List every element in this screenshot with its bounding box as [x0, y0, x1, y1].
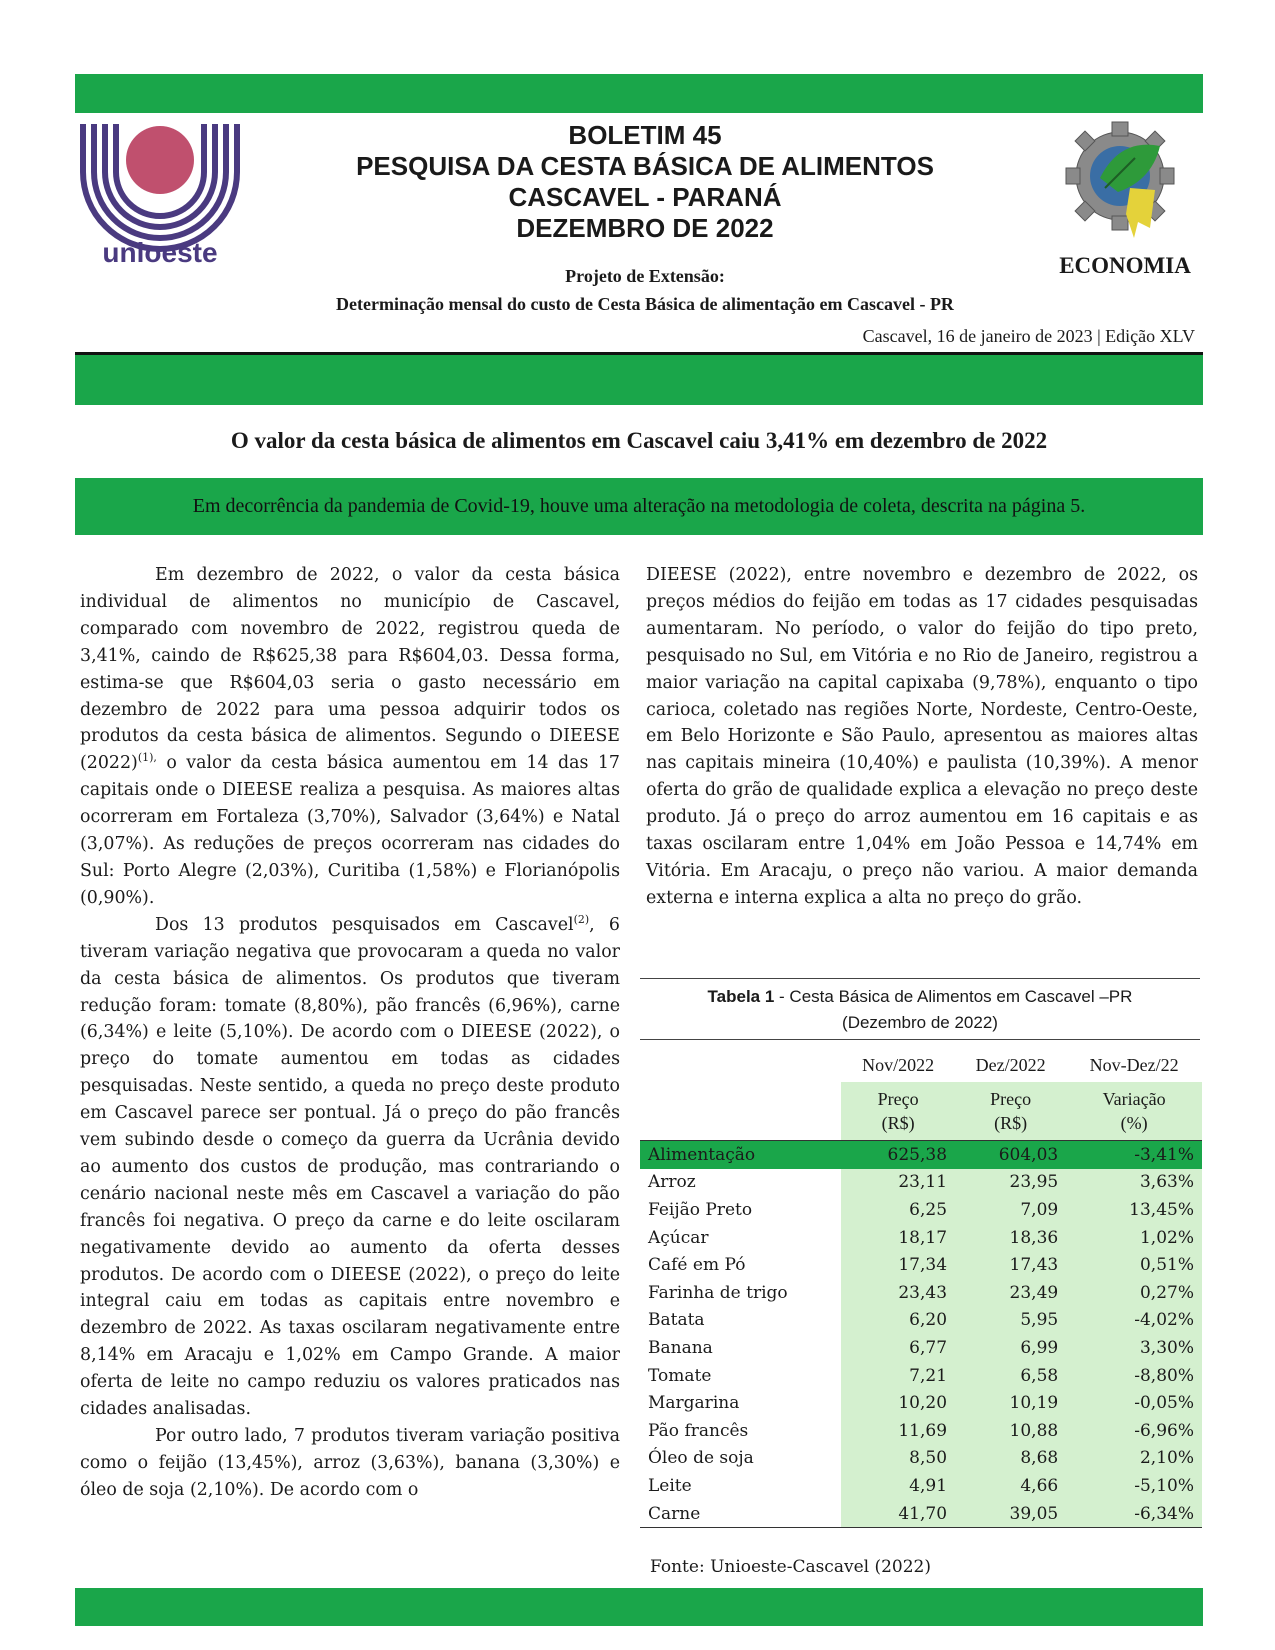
table-row: [640, 1196, 1202, 1224]
value-cell: 3,63%: [1066, 1169, 1202, 1197]
value-cell: 6,99: [955, 1334, 1066, 1362]
value-cell: 6,77: [841, 1334, 955, 1362]
table-caption-line-1: [640, 984, 1200, 1010]
value-cell: 18,36: [955, 1224, 1066, 1252]
table-row: [640, 1141, 1202, 1169]
product-name-cell: Açúcar: [648, 1227, 709, 1248]
dateline: Cascavel, 16 de janeiro de 2023 | Edição XLV: [862, 326, 1195, 346]
value-cell: 6,58: [955, 1362, 1066, 1390]
table-row: [640, 1389, 1202, 1417]
title-line-1: BOLETIM 45: [568, 120, 722, 150]
header-unit-dez: [955, 1082, 1066, 1141]
table-row: [640, 1334, 1202, 1362]
value-cell: 0,51%: [1066, 1251, 1202, 1279]
value-cell: -3,41%: [1066, 1141, 1202, 1169]
table-row: [640, 1224, 1202, 1252]
product-name-cell: Banana: [648, 1337, 713, 1358]
value-cell: 7,21: [841, 1362, 955, 1390]
unit-label: Preço: [990, 1089, 1032, 1109]
product-name-cell: Alimentação: [640, 1141, 841, 1169]
value-cell: 6,25: [841, 1196, 955, 1224]
table-caption-line-2: (Dezembro de 2022): [842, 1013, 998, 1032]
headline: O valor da cesta básica de alimentos em Cascavel caiu 3,41% em dezembro de 2022: [230, 428, 1048, 453]
table-source: Fonte: Unioeste-Cascavel (2022): [650, 1557, 931, 1577]
unit-symbol: (R$): [881, 1113, 915, 1133]
table-number: Tabela 1: [707, 987, 775, 1006]
value-cell: 11,69: [841, 1417, 955, 1445]
value-cell: -6,34%: [1066, 1500, 1202, 1528]
value-cell: 23,49: [955, 1279, 1066, 1307]
header-unit-nov: [841, 1082, 955, 1141]
header-green-bar: [75, 352, 1203, 405]
header-blank-2: [640, 1082, 841, 1141]
table-row: [640, 1417, 1202, 1445]
economia-gear-logo: [1060, 118, 1185, 248]
header-period-var: Nov-Dez/22: [1089, 1054, 1179, 1075]
table-caption: [640, 984, 1200, 1036]
product-name-cell: Arroz: [648, 1172, 696, 1193]
value-cell: -8,80%: [1066, 1362, 1202, 1390]
value-cell: 39,05: [955, 1500, 1066, 1528]
product-name-cell: Leite: [648, 1475, 692, 1496]
p2-text-b: , 6 tiveram variação negativa que provocaram a queda no valor da cesta básica de alimentos. Os produtos que tiveram redução foram: tomate (8,80%), pão francês (6,96%), carne (6,34%) e leite (5,10%). De acordo com o DIEESE (2022), o preço do tomate aumentou em todas as cidades pesquisadas. Neste sentido, a queda no preço deste produto em Cascavel parece ser pontual. Já o preço do pão francês vem subindo desde o começo da guerra da Ucrânia devido ao aumento dos custos de produção, mas contrariando o cenário nacional neste mês em Cascavel a variação do pão francês foi negativa. O preço da carne e do leite oscilaram negativamente devido ao aumento da oferta desses produtos. De acordo com o DIEESE (2022), o preço do leite integral caiu em todas as capitais entre novembro e dezembro de 2022. As taxas oscilaram negativamente entre 8,14% em Aracaju e 1,02% em Campo Grande. A maior oferta de leite no campo reduziu os valores praticados nas cidades analisadas.: [80, 914, 620, 1420]
price-table: [640, 1048, 1202, 1528]
value-cell: 10,88: [955, 1417, 1066, 1445]
value-cell: 23,11: [841, 1169, 955, 1197]
footnote-ref-1: (1),: [137, 751, 157, 765]
value-cell: 6,20: [841, 1307, 955, 1335]
project-info: [250, 262, 1040, 318]
product-name-cell: Feijão Preto: [648, 1199, 753, 1220]
table-row: [640, 1307, 1202, 1335]
header-unit-var: [1066, 1082, 1202, 1141]
value-cell: 17,34: [841, 1251, 955, 1279]
economia-label: ECONOMIA: [1059, 253, 1191, 278]
bulletin-title: [250, 120, 1040, 244]
product-name-cell: Batata: [648, 1310, 705, 1331]
value-cell: 18,17: [841, 1224, 955, 1252]
title-line-3: CASCAVEL - PARANÁ: [508, 182, 782, 212]
bottom-green-bar: [75, 1588, 1203, 1626]
value-cell: 604,03: [955, 1141, 1066, 1169]
value-cell: 23,95: [955, 1169, 1066, 1197]
project-label: Projeto de Extensão:: [565, 266, 725, 286]
table-title: - Cesta Básica de Alimentos em Cascavel –PR: [774, 987, 1133, 1006]
product-name-cell: Pão francês: [648, 1420, 749, 1441]
p1-text-b: o valor da cesta básica aumentou em 14 das 17 capitais onde o DIEESE realiza a pesquisa. As maiores altas ocorreram em Fortaleza (3,70%), Salvador (3,64%) e Natal (3,07%). As reduções de preços ocorreram nas cidades do Sul: Porto Alegre (2,03%), Curitiba (1,58%) e Florianópolis (0,90%).: [80, 753, 620, 908]
value-cell: 3,30%: [1066, 1334, 1202, 1362]
table-row: [640, 1362, 1202, 1390]
product-name-cell: Carne: [640, 1500, 841, 1528]
table-body: [640, 1141, 1202, 1528]
table-row: [640, 1445, 1202, 1473]
table-period-row: [640, 1048, 1202, 1082]
value-cell: 4,91: [841, 1472, 955, 1500]
unit-label: Preço: [877, 1089, 919, 1109]
paragraph-1: [80, 562, 620, 912]
unioeste-logo: [80, 122, 240, 272]
body-column-left: [80, 562, 620, 1504]
unit-symbol: (%): [1120, 1113, 1148, 1133]
product-name-cell: Tomate: [648, 1365, 712, 1386]
value-cell: 1,02%: [1066, 1224, 1202, 1252]
table-row: [640, 1472, 1202, 1500]
p1-text-a: Em dezembro de 2022, o valor da cesta básica individual de alimentos no município de Cascavel, comparado com novembro de 2022, registrou queda de 3,41%, caindo de R$625,38 para R$604,03. Dessa forma, estima-se que R$604,03 seria o gasto necessário em dezembro de 2022 para uma pessoa adquirir todos os produtos da cesta básica de alimentos. Segundo o DIEESE (2022): [80, 565, 620, 774]
value-cell: 8,68: [955, 1445, 1066, 1473]
table-row: [640, 1169, 1202, 1197]
value-cell: 5,95: [955, 1307, 1066, 1335]
table-unit-row: [640, 1082, 1202, 1141]
body-column-right: [646, 562, 1198, 912]
table-top-rule: [640, 978, 1200, 979]
header-blank: [640, 1048, 841, 1082]
value-cell: -4,02%: [1066, 1307, 1202, 1335]
value-cell: -0,05%: [1066, 1389, 1202, 1417]
product-name-cell: Margarina: [648, 1393, 740, 1414]
footnote-ref-2: (2): [573, 912, 590, 926]
paragraph-4: DIEESE (2022), entre novembro e dezembro de 2022, os preços médios do feijão em todas as 17 cidades pesquisadas aumentaram. No período, o valor do feijão do tipo preto, pesquisado no Sul, em Vitória e no Rio de Janeiro, registrou a maior variação na capital capixaba (9,78%), enquanto o tipo carioca, coletado nas regiões Norte, Nordeste, Centro-Oeste, em Belo Horizonte e São Paulo, apresentou as maiores altas nas capitais mineira (10,40%) e paulista (10,39%). A menor oferta do grão de qualidade explica a elevação no preço deste produto. Já o preço do arroz aumentou em 16 capitais e as taxas oscilaram entre 1,04% em João Pessoa e 14,74% em Vitória. Em Aracaju, o preço não variou. A maior demanda externa e interna explica a alta no preço do grão.: [646, 565, 1198, 908]
unit-label: Variação: [1102, 1089, 1166, 1109]
table-row: [640, 1279, 1202, 1307]
project-name: Determinação mensal do custo de Cesta Básica de alimentação em Cascavel - PR: [336, 294, 954, 314]
methodology-notice: [75, 478, 1203, 535]
value-cell: 17,43: [955, 1251, 1066, 1279]
value-cell: 10,20: [841, 1389, 955, 1417]
product-name-cell: Café em Pó: [648, 1255, 746, 1276]
value-cell: -6,96%: [1066, 1417, 1202, 1445]
header-period-dez: Dez/2022: [975, 1054, 1046, 1075]
value-cell: 4,66: [955, 1472, 1066, 1500]
product-name-cell: Farinha de trigo: [648, 1282, 788, 1303]
product-name-cell: Óleo de soja: [648, 1448, 754, 1469]
title-line-4: DEZEMBRO DE 2022: [516, 213, 774, 243]
value-cell: 625,38: [841, 1141, 955, 1169]
table-header-rule: [640, 1039, 1200, 1040]
svg-text:unioeste: unioeste: [102, 237, 218, 268]
p2-text-a: Dos 13 produtos pesquisados em Cascavel: [155, 914, 574, 935]
value-cell: 0,27%: [1066, 1279, 1202, 1307]
value-cell: -5,10%: [1066, 1472, 1202, 1500]
value-cell: 7,09: [955, 1196, 1066, 1224]
value-cell: 10,19: [955, 1389, 1066, 1417]
unit-symbol: (R$): [994, 1113, 1028, 1133]
value-cell: 2,10%: [1066, 1445, 1202, 1473]
value-cell: 23,43: [841, 1279, 955, 1307]
value-cell: 8,50: [841, 1445, 955, 1473]
table-row: [640, 1500, 1202, 1528]
value-cell: 13,45%: [1066, 1196, 1202, 1224]
title-line-2: PESQUISA DA CESTA BÁSICA DE ALIMENTOS: [356, 151, 934, 181]
table-row: [640, 1251, 1202, 1279]
paragraph-2: [80, 912, 620, 1423]
top-green-bar: [75, 74, 1203, 113]
notice-text: Em decorrência da pandemia de Covid-19, houve uma alteração na metodologia de coleta, descrita na página 5.: [192, 495, 1086, 517]
paragraph-3: Por outro lado, 7 produtos tiveram variação positiva como o feijão (13,45%), arroz (3,63%), banana (3,30%) e óleo de soja (2,10%). De acordo com o: [80, 1426, 620, 1500]
header-period-nov: Nov/2022: [862, 1054, 935, 1075]
value-cell: 41,70: [841, 1500, 955, 1528]
